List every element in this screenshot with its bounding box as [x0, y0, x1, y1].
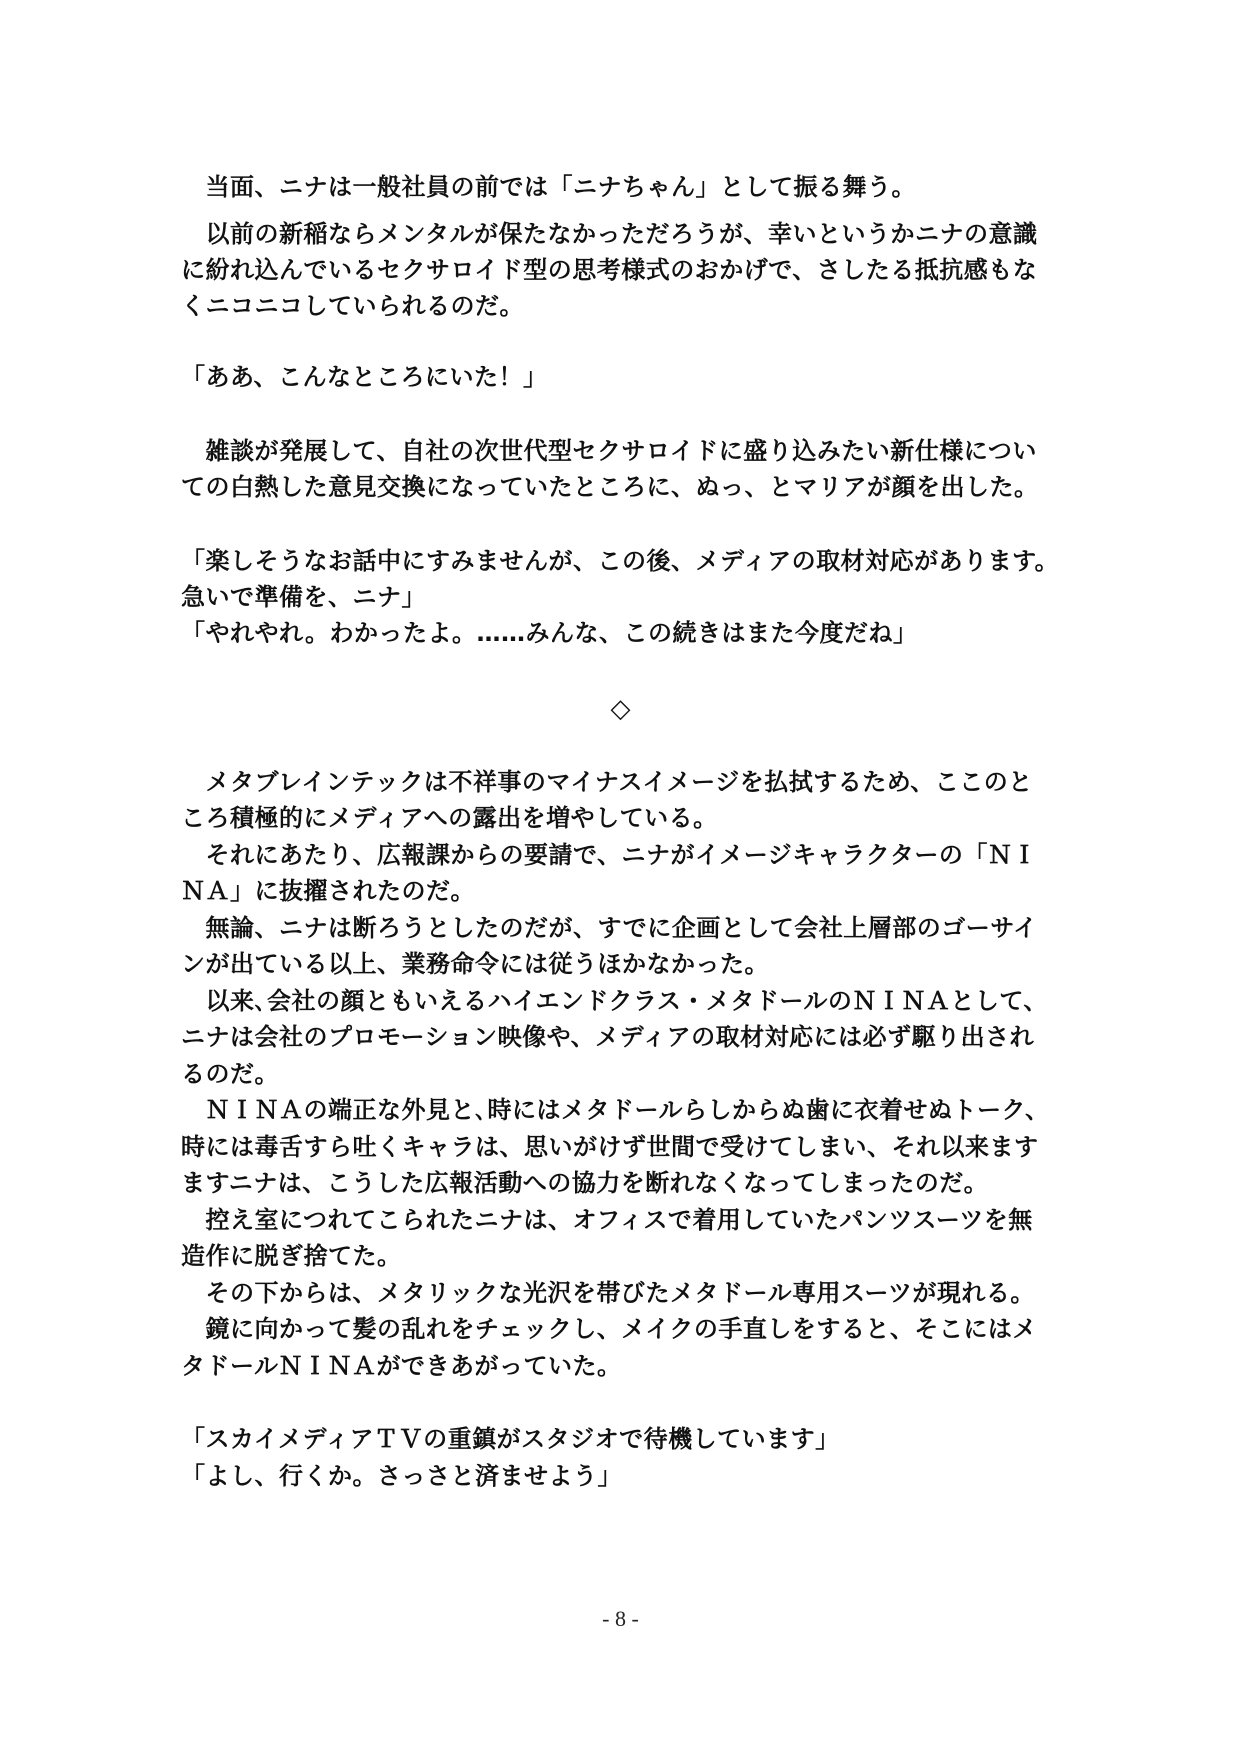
text-line: ンが出ている以上、業務命令には従うほかなかった。 [181, 950, 769, 978]
text-line: 以来､会社の顔ともいえるハイエンドクラス・メタドールのＮＩＮＡとして、 [181, 987, 1048, 1015]
text-line: 「よし、行くか。さっさと済ませよう」 [181, 1462, 622, 1490]
text-line: メタブレインテックは不祥事のマイナスイメージを払拭するため、ここのと [181, 768, 1033, 796]
text-line: るのだ。 [181, 1060, 279, 1088]
text-line: ころ積極的にメディアへの露出を増やしている。 [181, 804, 718, 832]
page-number: - 8 - [602, 1606, 639, 1631]
text-line: 「スカイメディアＴＶの重鎮がスタジオで待機しています」 [181, 1425, 840, 1453]
text-line: ＮＡ」に抜擢されたのだ。 [181, 877, 475, 905]
section-separator: ◇ [610, 694, 631, 724]
text-line: 時には毒舌すら吐くキャラは、思いがけず世間で受けてしまい、それ以来ます [181, 1133, 1039, 1161]
text-line: 当面、ニナは一般社員の前では「ニナちゃん」として振る舞う。 [181, 173, 916, 201]
text-line: ての白熱した意見交換になっていたところに、ぬっ、とマリアが顔を出した。 [181, 473, 1039, 501]
text-line: 雑談が発展して、自社の次世代型セクサロイドに盛り込みたい新仕様につい [181, 437, 1037, 465]
text-line: くニコニコしていられるのだ。 [181, 292, 524, 320]
text-line: ますニナは、こうした広報活動への協力を断れなくなってしまったのだ。 [181, 1169, 989, 1197]
text-line: それにあたり、広報課からの要請で、ニナがイメージキャラクターの「ＮＩ [181, 841, 1037, 869]
text-line: 「やれやれ。わかったよ。……みんな、この続きはまた今度だね」 [181, 619, 918, 647]
text-line: に紛れ込んでいるセクサロイド型の思考様式のおかげで、さしたる抵抗感もな [181, 256, 1038, 284]
text-line: 以前の新稲ならメンタルが保たなかっただろうが、幸いというかニナの意識 [181, 220, 1038, 248]
text-line: 急いで準備を、ニナ」 [181, 583, 426, 611]
text-line: 造作に脱ぎ捨てた。 [181, 1242, 402, 1270]
text-line: 「楽しそうなお話中にすみませんが、この後、メディアの取材対応があります。 [181, 547, 1060, 575]
text-line: ニナは会社のプロモーション映像や、メディアの取材対応には必ず駆り出され [181, 1023, 1035, 1051]
text-line: 鏡に向かって髪の乱れをチェックし、メイクの手直しをすると、そこにはメ [181, 1315, 1037, 1343]
text-line: タドールＮＩＮＡができあがっていた。 [181, 1352, 622, 1380]
text-line: 控え室につれてこられたニナは、オフィスで着用していたパンツスーツを無 [181, 1206, 1033, 1234]
text-line: 無論、ニナは断ろうとしたのだが、すでに企画として会社上層部のゴーサイ [181, 914, 1038, 942]
text-line: 「ああ、こんなところにいた！」 [181, 363, 548, 391]
text-line: ＮＩＮＡの端正な外見と､時にはメタドールらしからぬ歯に衣着せぬトーク、 [181, 1096, 1050, 1124]
text-line: その下からは、メタリックな光沢を帯びたメタドール専用スーツが現れる。 [181, 1279, 1035, 1307]
